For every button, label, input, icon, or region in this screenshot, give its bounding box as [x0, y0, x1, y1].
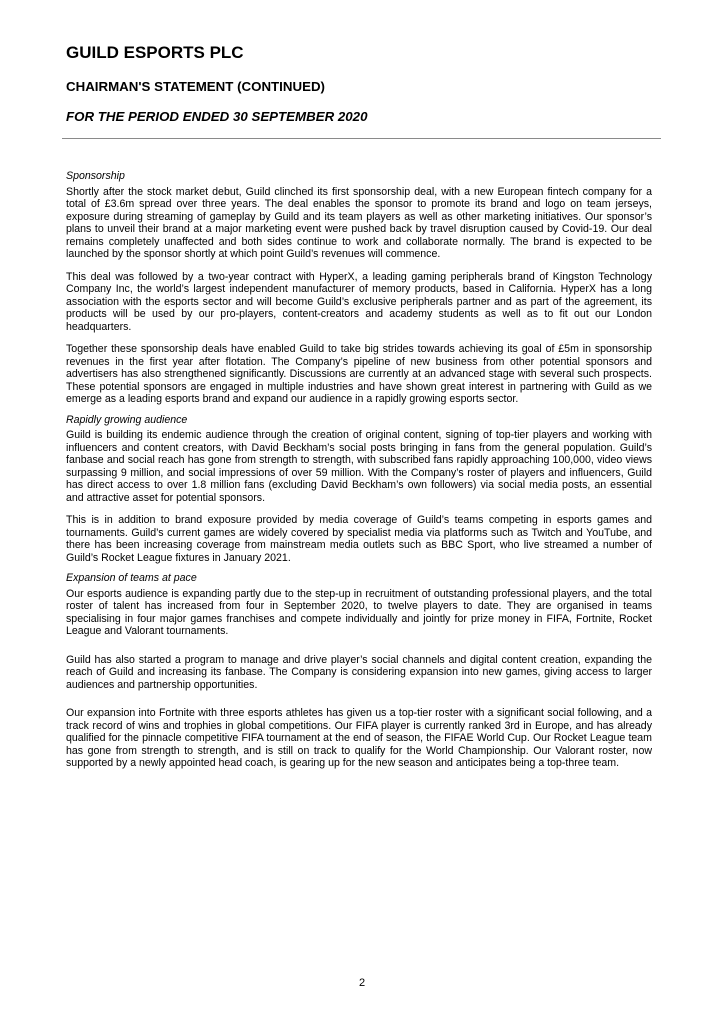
- paragraph: This deal was followed by a two-year contract with HyperX, a leading gaming peripherals brand of Kingston Technology Company Inc, the world’s largest independent manufacturer of memory products, based in California. HyperX has a long association with the esports sector and will become Guild’s exclusive peripherals partner and as part of the agreement, its products will be used by our pro-players, content-creators and academy students as well as to fit out our London headquarters.: [66, 270, 652, 333]
- paragraph: Guild has also started a program to manage and drive player’s social channels and digital content creation, expanding the reach of Guild and increasing its fanbase. The Company is considering expansion into new games, giving access to larger audiences and partnership opportunities.: [66, 653, 652, 691]
- paragraph: Together these sponsorship deals have enabled Guild to take big strides towards achieving its goal of £5m in sponsorship revenues in the first year after flotation. The Company’s pipeline of new business from other potential sponsors and advertisers has also strengthened significantly. Discussions are currently at an advanced stage with several such prospects. These potential sponsors are engaged in multiple industries and have shown great interest in partnering with Guild as we emerge as a leading esports brand and expand our audience in a rapidly growing esports sector.: [66, 343, 652, 405]
- reporting-period: FOR THE PERIOD ENDED 30 SEPTEMBER 2020: [66, 109, 368, 124]
- paragraph: Our esports audience is expanding partly due to the step-up in recruitment of outstanding professional players, and the total roster of talent has increased from four in September 2020, to twelve players to date. They are organised in teams specialising in four major games franchises and compete individually and jointly for prize money in FIFA, Fortnite, Rocket League and Valorant tournaments.: [66, 587, 652, 637]
- paragraph: This is in addition to brand exposure provided by media coverage of Guild’s teams competing in esports games and tournaments. Guild’s current games are widely covered by specialist media via platforms such as Twitch and YouTube, and there has been increasing coverage from mainstream media outlets such as BBC Sport, who live streamed a number of Guild’s Rocket League fixtures in January 2021.: [66, 514, 652, 564]
- page-number: 2: [358, 977, 366, 989]
- section-heading-sponsorship: Sponsorship: [66, 170, 125, 182]
- section-sponsorship: [66, 170, 652, 406]
- header-divider: [62, 138, 661, 139]
- section-heading-teams: Expansion of teams at pace: [66, 572, 197, 584]
- statement-body: [66, 170, 652, 770]
- paragraph: Our expansion into Fortnite with three esports athletes has given us a top-tier roster with a significant social following, and a track record of wins and trophies in global competitions. Our FIFA player is currently ranked 3rd in Europe, and has already qualified for the pinnacle competitive FIFA tournament at the end of season, the FIFAE World Cup. Our Rocket League team has gone from strength to strength, and is still on track to qualify for the World Championship. Our Valorant roster, now supported by a newly appointed head coach, is gearing up for the new season and anticipates being a top-three team.: [66, 707, 652, 769]
- paragraph: Shortly after the stock market debut, Guild clinched its first sponsorship deal, with a new European fintech company for a total of £3.6m spread over three years. The deal enables the sponsor to promote its brand and logo on team jerseys, exposure during streaming of gameplay by Guild and its team players as well as other marketing initiatives. Our sponsor’s plans to unveil their brand at a major marketing event were pushed back by travel disruption caused by Covid-19. Our deal remains completely unaffected and both sides continue to work and collaborate normally. The brand is expected to be launched by the sponsor shortly at which point Guild’s revenues will commence.: [66, 185, 652, 260]
- section-heading-audience: Rapidly growing audience: [66, 413, 188, 426]
- section-teams: [66, 572, 652, 770]
- company-name: GUILD ESPORTS PLC: [66, 43, 244, 62]
- document-subtitle: CHAIRMAN'S STATEMENT (CONTINUED): [66, 79, 325, 94]
- paragraph: Guild is building its endemic audience through the creation of original content, signing of top-tier players and working with influencers and content creators, with David Beckham’s social posts bringing in fans from the general population. Guild’s fanbase and social reach has gone from strength to strength, with subscribed fans rapidly approaching 100,000, video views surpassing 9 million, and social impressions of over 59 million. With the Company’s roster of players and influencers, Guild has direct access to over 1.8 million fans (excluding David Beckham’s own followers) via social media posts, an essential and attractive asset for potential sponsors.: [66, 429, 652, 504]
- section-audience: [66, 414, 652, 565]
